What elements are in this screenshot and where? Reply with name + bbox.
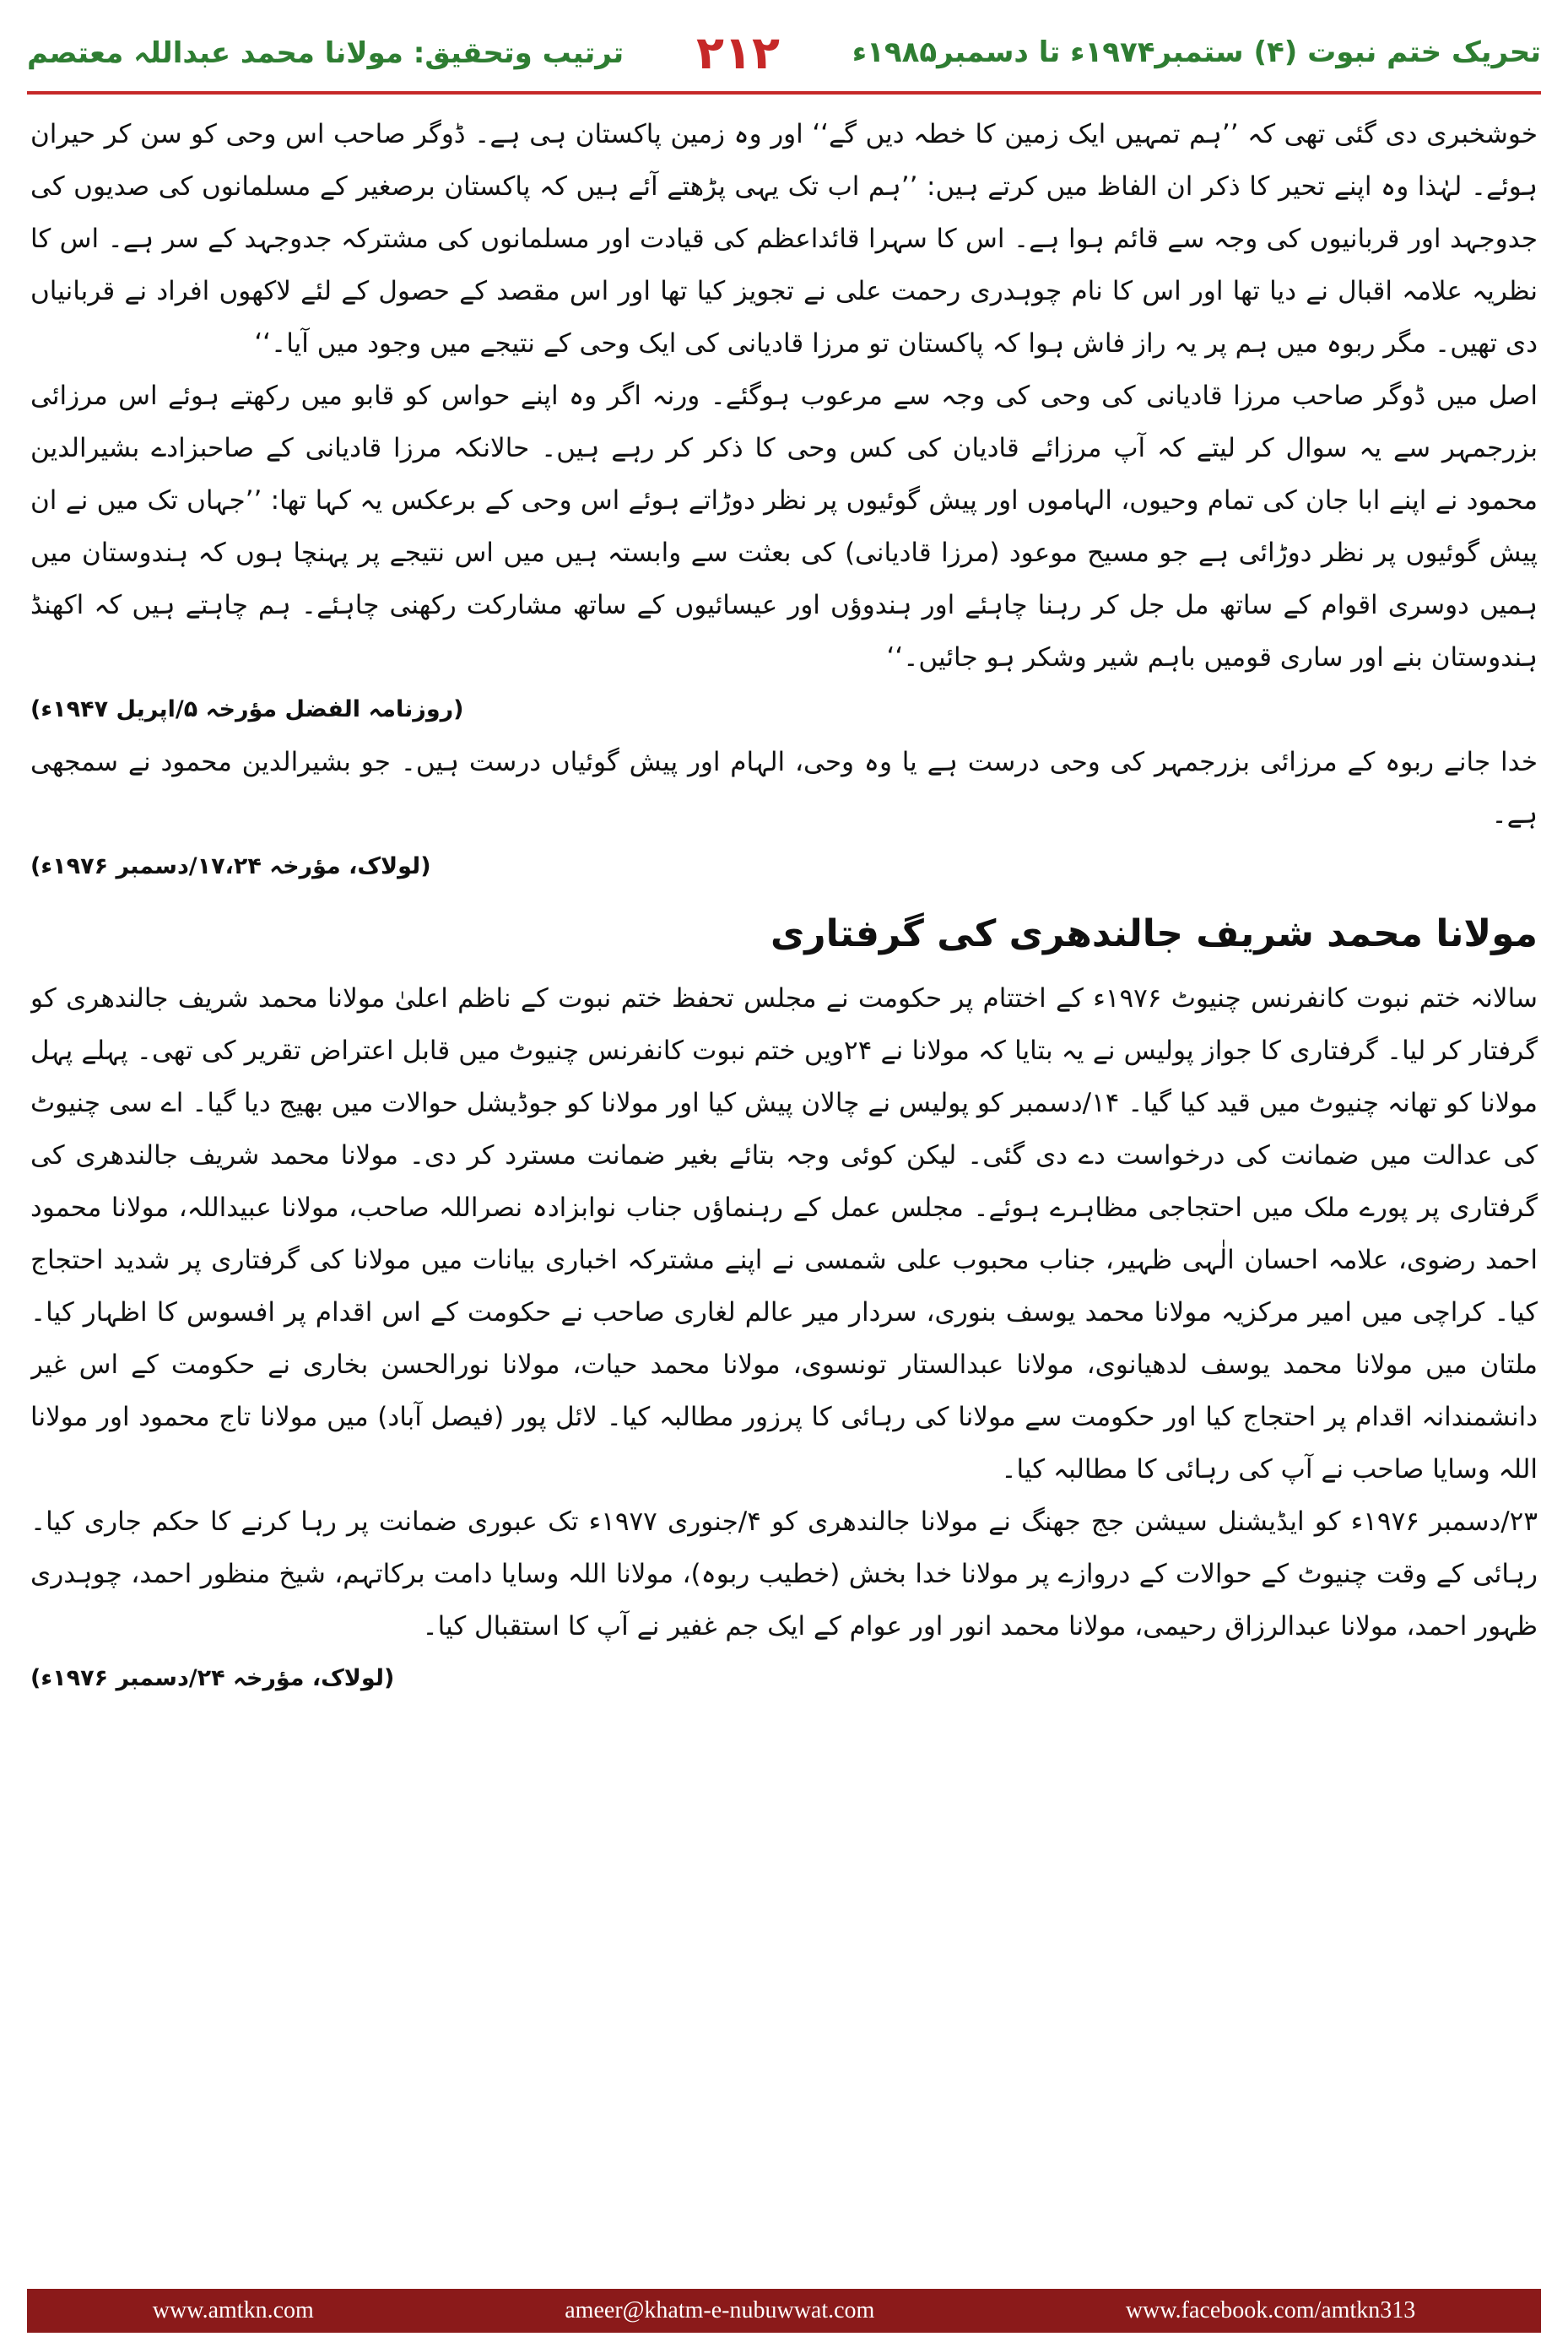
citation-3: (لولاک، مؤرخہ ۲۴/دسمبر ۱۹۷۶ء) (30, 1665, 395, 1691)
page-number: ۲۱۲ (696, 25, 780, 79)
paragraph-3: خدا جانے ربوہ کے مرزائی بزرجمہر کی وحی درست ہے یا وہ وحی، الہام اور پیش گوئیاں درست ہیں۔ جو بشیرالدین محمود نے سمجھی ہے۔ (30, 747, 1538, 830)
paragraph-5: ۲۳/دسمبر ۱۹۷۶ء کو ایڈیشنل سیشن جج جھنگ نے مولانا جالندھری کو ۴/جنوری ۱۹۷۷ء تک عبوری ضمانت پر رہا کرنے کا حکم جاری کیا۔ رہائی کے وقت چنیوٹ کے حوالات کے دروازے پر مولانا خدا بخش (خطیب ربوہ)، مولانا اللہ وسایا دامت برکاتہم، شیخ منظور احمد، چوہدری ظہور احمد، مولانا عبدالرزاق رحیمی، مولانا محمد انور اور عوام کے ایک جم غفیر نے آپ کا استقبال کیا۔ (30, 1506, 1538, 1642)
citation-row-2 (30, 841, 1538, 893)
article-body (30, 108, 1538, 2243)
citation-row-1 (30, 684, 1538, 736)
section-heading: مولانا محمد شریف جالندھری کی گرفتاری (770, 912, 1538, 955)
citation-row-3 (30, 1652, 1538, 1705)
paragraph-1: خوشخبری دی گئی تھی کہ ’’ہم تمہیں ایک زمین کا خطہ دیں گے‘‘ اور وہ زمین پاکستان ہی ہے۔ ڈوگر صاحب اس وحی کو سن کر حیران ہوئے۔ لہٰذا وہ اپنے تحیر کا ذکر ان الفاظ میں کرتے ہیں: ’’ہم اب تک یہی پڑھتے آئے ہیں کہ پاکستان برصغیر کے مسلمانوں کی صدیوں کی جدوجہد اور قربانیوں کی وجہ سے قائم ہوا ہے۔ اس کا سہرا قائداعظم کی قیادت اور مسلمانوں کی مشترکہ جدوجہد کے سر ہے۔ اس کا نظریہ علامہ اقبال نے دیا تھا اور اس کا نام چوہدری رحمت علی نے تجویز کیا تھا اور اس مقصد کے حصول کے لئے لاکھوں افراد نے قربانیاں دی تھیں۔ مگر ربوہ میں ہم پر یہ راز فاش ہوا کہ پاکستان تو مرزا قادیانی کی ایک وحی کے نتیجے میں وجود میں آیا۔‘‘ (30, 119, 1538, 359)
header-divider (27, 91, 1541, 95)
page-header (27, 19, 1541, 86)
paragraph-4: سالانہ ختم نبوت کانفرنس چنیوٹ ۱۹۷۶ء کے اختتام پر حکومت نے مجلس تحفظ ختم نبوت کے ناظم اعلیٰ مولانا محمد شریف جالندھری کو گرفتار کر لیا۔ گرفتاری کا جواز پولیس نے یہ بتایا کہ مولانا نے ۲۴ویں ختم نبوت کانفرنس چنیوٹ میں قابل اعتراض تقریر کی تھی۔ پہلے پہل مولانا کو تھانہ چنیوٹ میں قید کیا گیا۔ ۱۴/دسمبر کو پولیس نے چالان پیش کیا اور مولانا کو جوڈیشل حوالات میں بھیج دیا گیا۔ اے سی چنیوٹ کی عدالت میں ضمانت کی درخواست دے دی گئی۔ لیکن کوئی وجہ بتائے بغیر ضمانت مسترد کر دی۔ مولانا محمد شریف جالندھری کی گرفتاری پر پورے ملک میں احتجاجی مظاہرے ہوئے۔ مجلس عمل کے رہنماؤں جناب نوابزادہ نصراللہ صاحب، مولانا عبیداللہ، مولانا محمود احمد رضوی، علامہ احسان الٰہی ظہیر، جناب محبوب علی شمسی نے اپنے مشترکہ اخباری بیانات میں مولانا کی گرفتاری پر شدید احتجاج کیا۔ کراچی میں امیر مرکزیہ مولانا محمد یوسف بنوری، سردار میر عالم لغاری صاحب نے حکومت کے اس اقدام پر افسوس کا اظہار کیا۔ ملتان میں مولانا محمد یوسف لدھیانوی، مولانا عبدالستار تونسوی، مولانا محمد حیات، مولانا نورالحسن بخاری نے حکومت کے اس غیر دانشمندانہ اقدام پر احتجاج کیا اور حکومت سے مولانا کی رہائی کا پرزور مطالبہ کیا۔ لائل پور (فیصل آباد) میں مولانا تاج محمود اور مولانا اللہ وسایا صاحب نے آپ کی رہائی کا مطالبہ کیا۔ (30, 983, 1538, 1485)
citation-1: (روزنامہ الفضل مؤرخہ ۵/اپریل ۱۹۴۷ء) (30, 696, 464, 722)
citation-2: (لولاک، مؤرخہ ۱۷،۲۴/دسمبر ۱۹۷۶ء) (30, 853, 431, 879)
series-title: تحریک ختم نبوت (۴) ستمبر۱۹۷۴ء تا دسمبر۱۹۸۵ء (852, 35, 1541, 69)
website-link[interactable]: www.amtkn.com (152, 2297, 314, 2323)
facebook-link[interactable]: www.facebook.com/amtkn313 (1125, 2297, 1416, 2323)
footer-bar (27, 2289, 1541, 2333)
email-link[interactable]: ameer@khatm-e-nubuwwat.com (565, 2297, 875, 2323)
editor-credit: ترتیب وتحقیق: مولانا محمد عبداللہ معتصم (27, 35, 624, 70)
paragraph-2: اصل میں ڈوگر صاحب مرزا قادیانی کی وحی کی وجہ سے مرعوب ہوگئے۔ ورنہ اگر وہ اپنے حواس کو قابو میں رکھتے ہوئے اس مرزائی بزرجمہر سے یہ سوال کر لیتے کہ آپ مرزائے قادیان کی کس وحی کا ذکر کر رہے ہیں۔ حالانکہ مرزا قادیانی کے صاحبزادے بشیرالدین محمود نے اپنے ابا جان کی تمام وحیوں، الہاموں اور پیش گوئیوں پر نظر دوڑاتے ہوئے اس وحی کے برعکس یہ کہا تھا: ’’جہاں تک میں نے ان پیش گوئیوں پر نظر دوڑائی ہے جو مسیح موعود (مرزا قادیانی) کی بعثت سے وابستہ ہیں میں اس نتیجے پر پہنچا ہوں کہ ہندوستان میں ہمیں دوسری اقوام کے ساتھ مل جل کر رہنا چاہئے اور ہندوؤں اور عیسائیوں کے ساتھ مشارکت رکھنی چاہئے۔ ہم چاہتے ہیں کہ اکھنڈ ہندوستان بنے اور ساری قومیں باہم شیر وشکر ہو جائیں۔‘‘ (30, 381, 1538, 673)
